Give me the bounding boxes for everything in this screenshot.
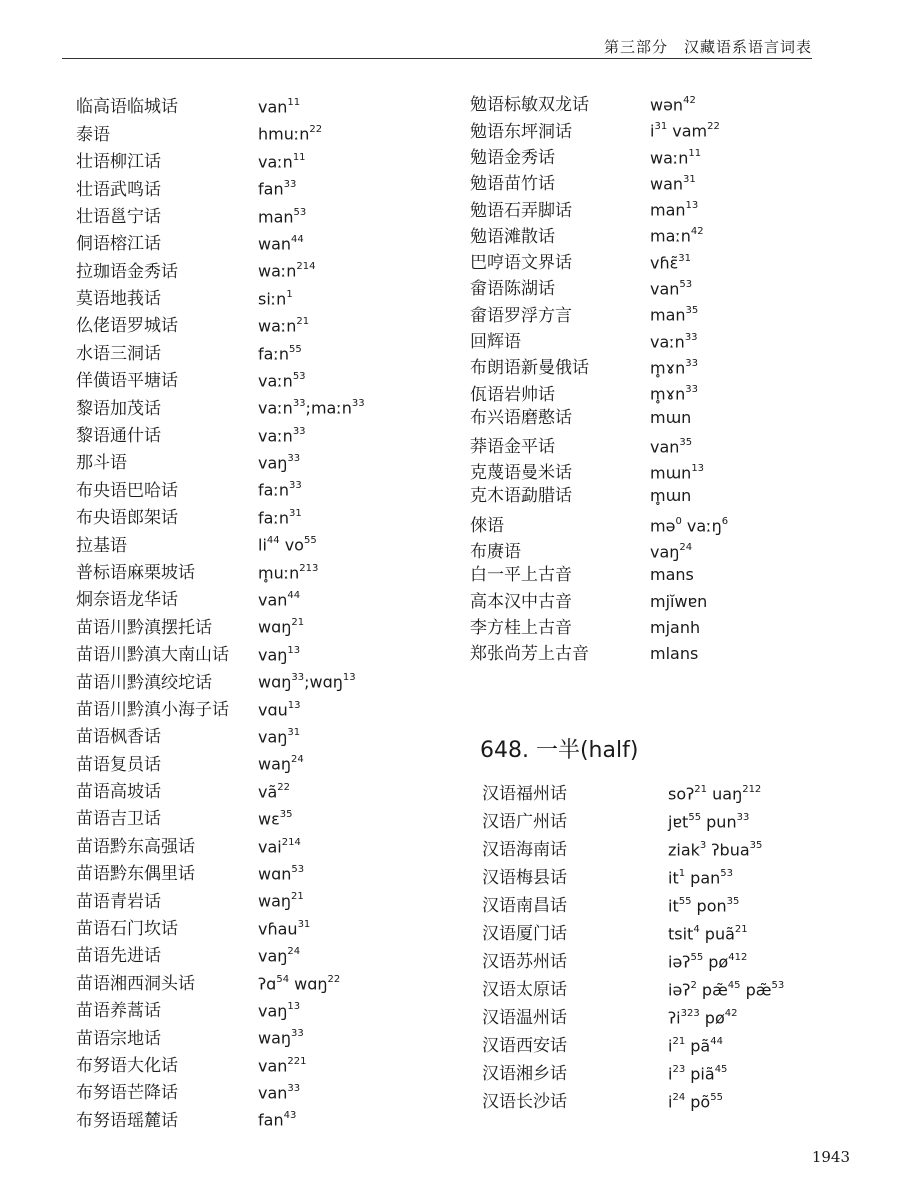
entry-language: 布兴语磨憨话 <box>470 407 572 428</box>
entry-form: wən$^{42}$ <box>650 95 696 115</box>
entry-form: ziak$^3$ ʔbua$^{35}$ <box>668 840 763 860</box>
entry-row <box>76 638 456 665</box>
entry-row <box>470 114 870 140</box>
entry-language: 侗语榕江话 <box>76 234 161 255</box>
entry-row <box>482 917 882 945</box>
entry-row <box>470 456 870 482</box>
entry-row <box>470 351 870 377</box>
entry-form: waŋ$^{21}$ <box>258 891 304 911</box>
entry-row <box>470 509 870 535</box>
entry-form: vai$^{214}$ <box>258 836 301 856</box>
entry-row <box>482 833 882 861</box>
entry-language: 布努语瑶麓话 <box>76 1110 178 1131</box>
entry-row <box>76 528 456 555</box>
entry-language: 苗语川黔滇小海子话 <box>76 699 229 720</box>
entry-language: 畲语陈湖话 <box>470 279 555 300</box>
entry-form: van$^{44}$ <box>258 590 301 610</box>
entry-form: fan$^{43}$ <box>258 1110 297 1130</box>
entry-row <box>76 802 456 829</box>
entry-row <box>470 377 870 403</box>
entry-form: mə$^0$ vaːŋ$^6$ <box>650 515 729 536</box>
entry-language: 佯僙语平塘话 <box>76 371 178 392</box>
entry-language: 克木语勐腊话 <box>470 486 572 507</box>
entry-row <box>76 693 456 720</box>
entry-form: vɦɛ̃$^{31}$ <box>650 252 691 273</box>
entry-language: 那斗语 <box>76 453 127 474</box>
entry-language: 勉语石弄脚话 <box>470 200 572 221</box>
entry-row <box>76 117 456 144</box>
entry-form: vaŋ$^{24}$ <box>650 542 693 562</box>
entry-language: 汉语苏州话 <box>482 952 567 973</box>
entry-form: mɯn$^{13}$ <box>650 463 705 483</box>
entry-form: iəʔ$^{55}$ $pø^{412}$ <box>668 952 748 972</box>
entry-row <box>76 747 456 774</box>
entry-language: 勉语金秀话 <box>470 147 555 168</box>
entry-language: 汉语梅县话 <box>482 868 567 889</box>
entry-language: 苗语黔东偶里话 <box>76 864 195 885</box>
entry-form: ʔi$^{323}$ $pø^{42}$ <box>668 1008 738 1028</box>
entry-form: hmuːn$^{22}$ <box>258 124 323 144</box>
entry-form: vaːn$^{33}$;maːn$^{33}$ <box>258 398 365 418</box>
entry-row <box>470 246 870 272</box>
entry-row <box>482 945 882 973</box>
entry-row <box>470 272 870 298</box>
entry-form: van$^{33}$ <box>258 1083 301 1103</box>
entry-language: 汉语南昌话 <box>482 896 567 917</box>
entry-language: 黎语加茂话 <box>76 398 161 419</box>
entry-form: mans <box>650 565 694 585</box>
entry-language: 苗语高坡话 <box>76 782 161 803</box>
entry-language: 壮语邕宁话 <box>76 206 161 227</box>
entry-language: 勉语滩散话 <box>470 226 555 247</box>
entry-language: 苗语养蒿话 <box>76 1001 161 1022</box>
entry-language: 布努语大化话 <box>76 1056 178 1076</box>
entry-row <box>482 889 882 917</box>
entry-form: van$^{53}$ <box>650 279 693 299</box>
entry-language: 水语三洞话 <box>76 343 161 364</box>
entry-language: 汉语厦门话 <box>482 924 567 945</box>
entry-form: van$^{221}$ <box>258 1055 307 1075</box>
entry-language: 巴哼语文界话 <box>470 253 572 274</box>
entry-form: man$^{35}$ <box>650 305 699 325</box>
entry-form: $i^{21}$ $pã^{44}$ <box>668 1036 723 1056</box>
entry-row <box>76 337 456 364</box>
entry-row <box>470 404 870 430</box>
entry-form: van$^{11}$ <box>258 97 301 117</box>
entry-form: vaŋ$^{24}$ <box>258 946 301 966</box>
entry-form: faːn$^{31}$ <box>258 507 302 528</box>
entry-form: maːn$^{42}$ <box>650 226 704 246</box>
entry-form: soʔ$^{21}$ uaŋ$^{212}$ <box>668 784 762 804</box>
entry-language: 倈语 <box>470 516 504 537</box>
entry-language: 汉语湘乡话 <box>482 1064 567 1085</box>
entry-row <box>76 884 456 911</box>
entry-row <box>76 967 456 994</box>
entry-form: vaŋ$^{33}$ <box>258 453 301 473</box>
entry-row <box>76 610 456 637</box>
entry-language: 勉语东坪洞话 <box>470 121 572 142</box>
entry-row <box>76 1076 456 1103</box>
entry-row <box>76 556 456 583</box>
entry-language: 佤语岩帅话 <box>470 384 555 405</box>
entry-row <box>76 912 456 939</box>
entry-language: 苗语川黔滇大南山话 <box>76 645 229 666</box>
header-rule <box>62 58 812 59</box>
entry-form: van$^{35}$ <box>650 436 693 457</box>
entry-row <box>470 430 870 456</box>
entry-language: 苗语枫香话 <box>76 727 161 748</box>
entry-row <box>76 775 456 802</box>
entry-row <box>470 325 870 351</box>
entry-form: $it^1$ pan$^{53}$ <box>668 868 734 888</box>
entry-form: $it^{55}$ pon$^{35}$ <box>668 896 740 916</box>
entry-form: waːn$^{21}$ <box>258 316 310 336</box>
entry-form: wɑŋ$^{21}$ <box>258 617 305 637</box>
entry-row <box>470 167 870 193</box>
entry-row <box>76 446 456 473</box>
entry-row <box>470 88 870 114</box>
entry-form: man$^{13}$ <box>650 200 699 220</box>
entry-row <box>76 254 456 281</box>
entry-row <box>76 1103 456 1130</box>
entry-form: man$^{53}$ <box>258 206 307 226</box>
entry-row <box>470 219 870 245</box>
entry-language: 仫佬语罗城话 <box>76 316 178 337</box>
half-entries-column <box>482 777 882 1113</box>
entry-row <box>482 805 882 833</box>
entry-form: waːn$^{214}$ <box>258 261 316 281</box>
entry-form: m̥uːn$^{213}$ <box>258 562 319 582</box>
entry-language: 泰语 <box>76 124 110 145</box>
entry-row <box>76 90 456 117</box>
entry-row <box>76 227 456 254</box>
entry-row <box>76 994 456 1021</box>
entry-row <box>76 391 456 418</box>
entry-row <box>482 1029 882 1057</box>
entry-language: 壮语武鸣话 <box>76 179 161 200</box>
entry-language: 汉语广州话 <box>482 812 567 833</box>
entry-language: 布朗语新曼俄话 <box>470 358 589 379</box>
entry-form: vaːn$^{53}$ <box>258 370 306 391</box>
entry-language: 布赓语 <box>470 542 521 563</box>
entry-form: $li^{44}$ $vo^{55}$ <box>258 535 317 555</box>
entry-language: 苗语石门坎话 <box>76 919 178 940</box>
entry-row <box>482 1085 882 1113</box>
entry-row <box>76 1049 456 1076</box>
entry-form: $i^{24}$ $põ^{55}$ <box>668 1092 723 1112</box>
entry-language: 苗语吉卫话 <box>76 809 161 830</box>
entry-language: 汉语海南话 <box>482 840 567 861</box>
page-number: 1943 <box>811 1148 850 1166</box>
entry-language: 汉语福州话 <box>482 784 567 805</box>
entry-language: 黎语通什话 <box>76 426 161 447</box>
entry-row <box>76 1021 456 1048</box>
entry-form: fan$^{33}$ <box>258 179 297 199</box>
entry-form: vaŋ$^{13}$ <box>258 1000 301 1021</box>
entry-form: $i^{31}$ vam$^{22}$ <box>650 121 720 141</box>
entry-row <box>76 282 456 309</box>
entry-language: 汉语长沙话 <box>482 1092 567 1113</box>
entry-form: m̥ɯn <box>650 486 692 506</box>
entry-row <box>76 830 456 857</box>
entry-language: 回辉语 <box>470 332 521 352</box>
entry-form: vaːn$^{33}$ <box>650 331 698 351</box>
entry-row <box>470 561 870 587</box>
entry-form: siːn$^1$ <box>258 288 293 309</box>
entry-form: waŋ$^{24}$ <box>258 754 304 774</box>
entry-row <box>470 535 870 561</box>
entry-form: tsit$^4$ puã$^{21}$ <box>668 924 748 944</box>
entry-form: iəʔ$^2$ pæ̃$^{45}$ pæ̃$^{53}$ <box>668 980 785 1000</box>
entry-language: 克蔑语曼米话 <box>470 463 572 484</box>
entry-row <box>76 309 456 336</box>
entry-form: $vã^{22}$ <box>258 781 291 802</box>
entry-form: vaŋ$^{13}$ <box>258 644 301 665</box>
entry-row <box>470 588 870 614</box>
entry-language: 高本汉中古音 <box>470 591 572 612</box>
entry-form: wan$^{31}$ <box>650 173 696 194</box>
entry-language: 拉基语 <box>76 535 127 556</box>
entry-row <box>76 473 456 500</box>
entry-language: 苗语宗地话 <box>76 1028 161 1049</box>
entry-form: vɑu$^{13}$ <box>258 699 301 719</box>
entry-language: 布央语郎架话 <box>76 508 178 529</box>
entry-language: 苗语先进话 <box>76 946 161 967</box>
entry-language: 壮语柳江话 <box>76 152 161 173</box>
entry-form: faːn$^{55}$ <box>258 343 302 363</box>
entry-form: wɑŋ$^{33}$;wɑŋ$^{13}$ <box>258 672 356 692</box>
entry-language: 苗语黔东高强话 <box>76 836 195 857</box>
entry-row <box>482 861 882 889</box>
entry-form: jɐt$^{55}$ pun$^{33}$ <box>668 812 750 832</box>
entry-language: 莫语地莪话 <box>76 289 161 310</box>
entry-row <box>470 640 870 666</box>
entry-row <box>76 583 456 610</box>
entry-language: 临高语临城话 <box>76 97 178 118</box>
entry-form: m̥ɤn$^{33}$ <box>650 384 698 404</box>
entry-language: 苗语川黔滇摆托话 <box>76 617 212 638</box>
entry-language: 郑张尚芳上古音 <box>470 644 589 665</box>
entry-language: 苗语湘西洞头话 <box>76 973 195 994</box>
entry-row <box>76 364 456 391</box>
entry-row <box>482 1001 882 1029</box>
section-title: 648. 一半(half) <box>480 738 639 763</box>
entry-language: 畲语罗浮方言 <box>470 305 572 326</box>
entry-form: ʔɑ$^{54}$ wɑŋ$^{22}$ <box>258 973 341 993</box>
entry-row <box>470 614 870 640</box>
entry-form: mjĭwɐn <box>650 591 708 611</box>
entry-row <box>470 482 870 508</box>
entry-row <box>470 141 870 167</box>
entry-row <box>482 1057 882 1085</box>
entry-row <box>470 298 870 324</box>
entry-row <box>76 145 456 172</box>
entry-row <box>76 501 456 528</box>
entry-form: wan$^{44}$ <box>258 233 304 254</box>
entry-row <box>482 777 882 805</box>
entry-row <box>76 939 456 966</box>
entry-row <box>76 857 456 884</box>
entry-language: 白一平上古音 <box>470 565 572 586</box>
entry-form: $i^{23}$ piã$^{45}$ <box>668 1064 728 1084</box>
right-column <box>470 88 870 667</box>
entry-row <box>76 665 456 692</box>
entry-form: vɦau$^{31}$ <box>258 918 311 939</box>
entry-language: 汉语西安话 <box>482 1036 567 1057</box>
entry-form: mjanh <box>650 617 701 637</box>
entry-language: 勉语标敏双龙话 <box>470 95 589 116</box>
entry-row <box>76 419 456 446</box>
entry-language: 莽语金平话 <box>470 437 555 458</box>
entry-language: 李方桂上古音 <box>470 617 572 638</box>
entry-form: wɑn$^{53}$ <box>258 863 305 884</box>
entry-language: 苗语川黔滇绞坨话 <box>76 672 212 693</box>
entry-form: waːn$^{11}$ <box>650 147 702 167</box>
entry-form: mɯn <box>650 407 692 427</box>
entry-language: 汉语温州话 <box>482 1008 567 1029</box>
entry-language: 布努语芒降话 <box>76 1083 178 1104</box>
entry-form: wɛ$^{35}$ <box>258 809 293 829</box>
entry-form: vaːn$^{33}$ <box>258 425 306 446</box>
entry-form: waŋ$^{33}$ <box>258 1028 304 1048</box>
entry-row <box>76 720 456 747</box>
entry-row <box>76 200 456 227</box>
entry-form: vaːn$^{11}$ <box>258 151 306 172</box>
entry-row <box>482 973 882 1001</box>
entry-form: mlans <box>650 644 699 664</box>
entry-form: faːn$^{33}$ <box>258 480 302 500</box>
entry-row <box>470 193 870 219</box>
entry-language: 苗语青岩话 <box>76 891 161 912</box>
entry-language: 拉珈语金秀话 <box>76 261 178 282</box>
entry-language: 勉语苗竹话 <box>470 174 555 195</box>
entry-language: 汉语太原话 <box>482 980 567 1001</box>
entry-language: 苗语复员话 <box>76 754 161 775</box>
entry-language: 炯奈语龙华话 <box>76 590 178 611</box>
running-header: 第三部分 汉藏语系语言词表 <box>603 38 812 56</box>
entry-form: m̥ɤn$^{33}$ <box>650 357 698 378</box>
entry-language: 布央语巴哈话 <box>76 480 178 501</box>
entry-language: 普标语麻栗坡话 <box>76 562 195 583</box>
entry-row <box>76 172 456 199</box>
left-column <box>76 90 456 1131</box>
entry-form: vaŋ$^{31}$ <box>258 726 301 747</box>
